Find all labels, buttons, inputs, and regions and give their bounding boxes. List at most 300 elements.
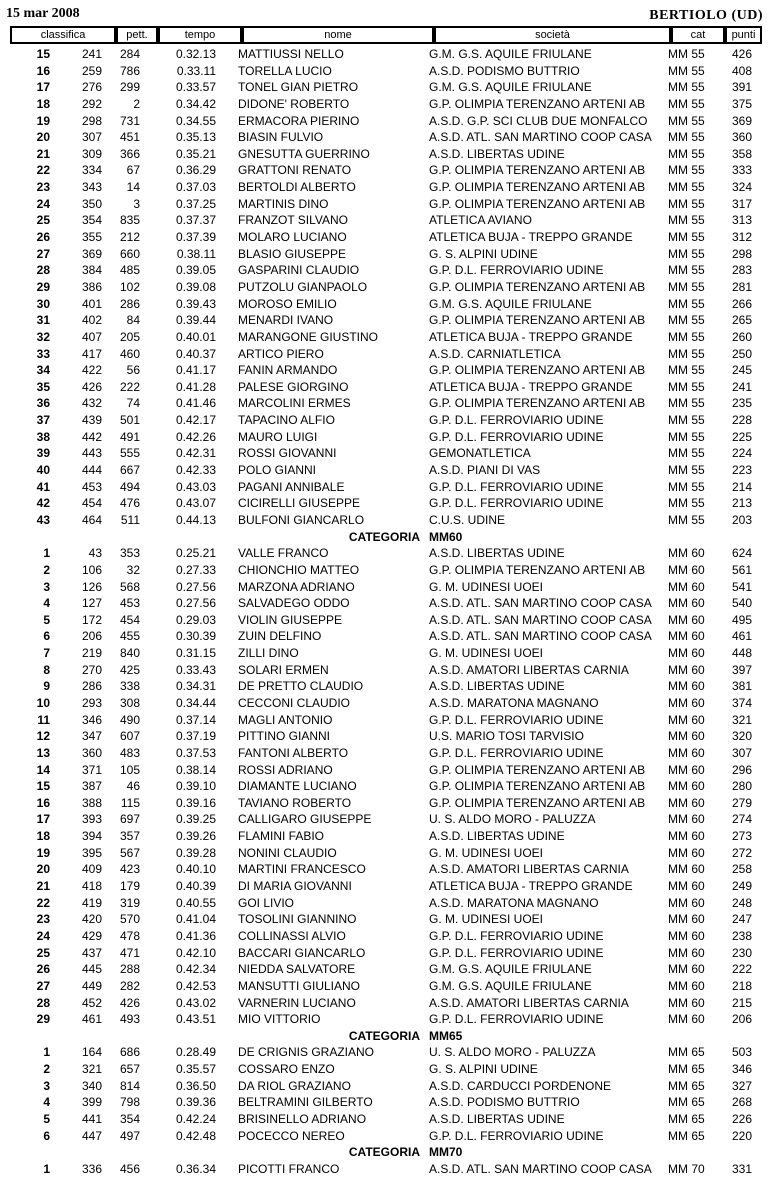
cell-name: DIDONE' ROBERTO [238,96,350,111]
cell-pos: 16 [36,63,50,78]
cell-ov: 241 [81,47,102,61]
cell-time: 0.35.57 [175,1062,216,1077]
cell-name: GNESUTTA GUERRINO [238,146,370,161]
cell-time: 0.35.13 [175,130,216,145]
cell-bib: 288 [119,962,140,977]
cell-pts: 273 [731,829,752,844]
cell-club: ATLETICA BUJA - TREPPO GRANDE [429,379,633,394]
cell-bib: 686 [119,1045,140,1060]
table-row [0,196,779,213]
cell-name: DE PRETTO CLAUDIO [238,679,364,694]
cell-pts: 320 [731,729,752,744]
cell-time: 0.37.37 [175,213,216,228]
cell-bib: 786 [119,63,140,78]
cell-time: 0.42.48 [175,1128,216,1143]
cell-bib: 426 [119,995,140,1010]
cell-club: G. S. ALPINI UDINE [429,1062,538,1077]
cell-pos: 23 [36,912,50,927]
cell-pts: 245 [731,363,752,378]
cell-ov: 126 [81,579,102,594]
cell-ov: 309 [81,146,102,161]
cell-name: BLASIO GIUSEPPE [238,246,347,261]
cell-pos: 22 [36,163,50,178]
cell-pos: 6 [43,629,50,644]
cell-ov: 417 [81,346,102,361]
cell-time: 0.34.44 [175,695,216,710]
cell-pos: 25 [36,945,50,960]
cell-pos: 38 [36,429,50,444]
cell-bib: 497 [119,1128,140,1143]
cell-time: 0.40.39 [175,879,216,894]
cell-cat: MM 55 [668,196,705,211]
cell-cat: MM 55 [668,130,705,145]
cell-pts: 426 [731,47,752,61]
cell-time: 0.43.07 [175,496,216,511]
cell-club: G.P. OLIMPIA TERENZANO ARTENI AB [429,313,646,328]
cell-pos: 26 [36,962,50,977]
cell-time: 0.41.04 [175,912,216,927]
cell-pos: 36 [36,396,50,411]
cell-ov: 409 [81,862,102,877]
table-row [0,945,779,962]
cell-time: 0.41.17 [175,363,216,378]
cell-name: BERTOLDI ALBERTO [238,180,356,195]
cell-pos: 24 [36,196,50,211]
cell-club: G.P. OLIMPIA TERENZANO ARTENI AB [429,779,646,794]
table-row [0,911,779,928]
cell-bib: 366 [119,146,140,161]
table-row [0,961,779,978]
cell-pos: 43 [36,512,50,527]
cell-club: G.P. OLIMPIA TERENZANO ARTENI AB [429,163,646,178]
table-row [0,545,779,562]
cell-time: 0.37.19 [175,729,216,744]
cell-ov: 286 [81,679,102,694]
category-label: CATEGORIA [348,529,420,544]
cell-ov: 420 [81,912,102,927]
cell-name: BULFONI GIANCARLO [238,512,365,527]
cell-bib: 105 [119,762,140,777]
cell-name: POCECCO NEREO [238,1128,345,1143]
cell-name: BACCARI GIANCARLO [238,945,366,960]
cell-ov: 418 [81,879,102,894]
cell-cat: MM 55 [668,163,705,178]
cell-cat: MM 60 [668,662,705,677]
cell-pts: 312 [731,230,752,245]
cell-pos: 41 [36,479,50,494]
cell-ov: 347 [81,729,102,744]
cell-club: G.P. OLIMPIA TERENZANO ARTENI AB [429,762,646,777]
cell-bib: 319 [119,895,140,910]
table-row [0,279,779,296]
header-nome: nome [244,28,432,42]
cell-cat: MM 60 [668,729,705,744]
cell-name: DE CRIGNIS GRAZIANO [238,1045,375,1060]
cell-pts: 268 [731,1095,752,1110]
table-row [0,995,779,1012]
table-row [0,745,779,762]
cell-time: 0.42.24 [175,1112,216,1126]
cell-name: MENARDI IVANO [238,313,334,328]
cell-pos: 1 [43,1161,50,1176]
cell-pts: 222 [731,962,752,977]
cell-ov: 219 [81,646,102,661]
cell-club: G. S. ALPINI UDINE [429,246,538,261]
cell-pts: 247 [731,912,752,927]
cell-bib: 222 [119,379,140,394]
cell-pts: 408 [731,63,752,78]
cell-cat: MM 60 [668,945,705,960]
cell-bib: 354 [119,1112,140,1126]
cell-name: MARTINI FRANCESCO [238,862,366,877]
cell-cat: MM 60 [668,978,705,993]
cell-pos: 8 [43,662,50,677]
cell-bib: 357 [119,829,140,844]
cell-pos: 31 [36,313,50,328]
cell-cat: MM 55 [668,413,705,428]
cell-time: 0.31.15 [175,646,216,661]
cell-ov: 443 [81,446,102,461]
cell-pos: 7 [43,646,50,661]
cell-pts: 215 [731,995,752,1010]
cell-cat: MM 65 [668,1045,705,1060]
cell-pos: 20 [36,862,50,877]
cell-pos: 27 [36,978,50,993]
cell-bib: 731 [119,113,140,128]
cell-name: MAURO LUIGI [238,429,318,444]
table-row [0,978,779,995]
cell-cat: MM 60 [668,596,705,611]
cell-club: G.P. D.L. FERROVIARIO UDINE [429,413,604,428]
cell-pos: 2 [43,562,50,577]
table-row [0,179,779,196]
cell-pts: 213 [731,496,752,511]
cell-pts: 223 [731,463,752,478]
cell-bib: 454 [119,612,140,627]
cell-name: ZUIN DELFINO [238,629,322,644]
table-row [0,212,779,229]
cell-name: MOLARO LUCIANO [238,230,347,245]
cell-ov: 343 [81,180,102,195]
cell-pos: 17 [36,812,50,827]
cell-pos: 10 [36,695,50,710]
cell-pos: 30 [36,296,50,311]
cell-pos: 42 [36,496,50,511]
cell-pos: 12 [36,729,50,744]
cell-ov: 293 [81,695,102,710]
cell-club: ATLETICA BUJA - TREPPO GRANDE [429,329,633,344]
cell-name: TAVIANO ROBERTO [238,795,352,810]
cell-pos: 4 [43,596,50,611]
cell-bib: 67 [126,163,140,178]
cell-cat: MM 60 [668,679,705,694]
table-row [0,1044,779,1061]
cell-time: 0.42.31 [175,446,216,461]
cell-ov: 439 [81,413,102,428]
cell-club: G.P. D.L. FERROVIARIO UDINE [429,479,604,494]
cell-pts: 272 [731,845,752,860]
cell-name: ROSSI ADRIANO [238,762,333,777]
table-row [0,811,779,828]
cell-pos: 18 [36,829,50,844]
header-classifica: classifica [12,28,114,42]
cell-bib: 456 [119,1161,140,1176]
cell-ov: 340 [81,1078,102,1093]
cell-cat: MM 55 [668,496,705,511]
cell-pos: 20 [36,130,50,145]
cell-pos: 1 [43,546,50,561]
cell-time: 0.36.29 [175,163,216,178]
table-row [0,762,779,779]
table-row [0,645,779,662]
cell-name: SOLARI ERMEN [238,662,329,677]
cell-pts: 333 [731,163,752,178]
cell-bib: 453 [119,596,140,611]
cell-pos: 13 [36,745,50,760]
cell-bib: 3 [133,196,140,211]
cell-cat: MM 55 [668,80,705,95]
cell-pts: 258 [731,862,752,877]
category-name: MM65 [429,1028,463,1043]
cell-pts: 321 [731,712,752,727]
cell-pts: 241 [731,379,752,394]
cell-cat: MM 55 [668,429,705,444]
table-row [0,63,779,80]
cell-bib: 485 [119,263,140,278]
cell-ov: 336 [81,1161,102,1176]
cell-bib: 338 [119,679,140,694]
cell-pts: 260 [731,329,752,344]
cell-cat: MM 55 [668,446,705,461]
table-row [0,1011,779,1028]
cell-club: A.S.D. ATL. SAN MARTINO COOP CASA [429,130,652,145]
table-row [0,895,779,912]
cell-name: DI MARIA GIOVANNI [238,879,352,894]
table-row [0,96,779,113]
cell-cat: MM 55 [668,96,705,111]
cell-pts: 298 [731,246,752,261]
table-row [0,262,779,279]
table-row [0,79,779,96]
table-row [0,695,779,712]
cell-bib: 511 [120,512,140,527]
cell-club: U. S. ALDO MORO - PALUZZA [429,1045,596,1060]
cell-cat: MM 55 [668,263,705,278]
cell-ov: 259 [81,63,102,78]
cell-cat: MM 60 [668,1012,705,1027]
cell-pos: 4 [43,1095,50,1110]
cell-club: G.P. D.L. FERROVIARIO UDINE [429,928,604,943]
cell-pts: 226 [731,1112,752,1126]
cell-pts: 250 [731,346,752,361]
cell-club: A.S.D. ATL. SAN MARTINO COOP CASA [429,1161,652,1176]
cell-club: G.M. G.S. AQUILE FRIULANE [429,47,592,61]
cell-name: TONEL GIAN PIETRO [238,80,359,95]
cell-cat: MM 60 [668,995,705,1010]
cell-bib: 455 [119,629,140,644]
cell-pts: 313 [731,213,752,228]
category-name: MM60 [429,529,463,544]
table-row [0,429,779,446]
table-row [0,828,779,845]
cell-time: 0.33.43 [175,662,216,677]
cell-cat: MM 65 [668,1112,705,1126]
cell-pts: 331 [731,1161,752,1176]
cell-pos: 34 [36,363,50,378]
cell-name: MIO VITTORIO [238,1012,321,1027]
table-row [0,512,779,529]
table-row [0,312,779,329]
table-row [0,628,779,645]
cell-cat: MM 60 [668,629,705,644]
cell-club: C.U.S. UDINE [429,512,506,527]
cell-cat: MM 55 [668,346,705,361]
cell-club: G.P. D.L. FERROVIARIO UDINE [429,496,604,511]
cell-bib: 490 [119,712,140,727]
table-row [0,795,779,812]
cell-time: 0.42.10 [175,945,216,960]
cell-time: 0.37.53 [175,745,216,760]
table-row [0,562,779,579]
cell-time: 0.40.55 [175,895,216,910]
cell-bib: 798 [119,1095,140,1110]
cell-pts: 358 [731,146,752,161]
table-row [0,712,779,729]
cell-ov: 334 [81,163,102,178]
cell-pos: 28 [36,263,50,278]
cell-club: A.S.D. ATL. SAN MARTINO COOP CASA [429,612,652,627]
cell-name: MAGLI ANTONIO [238,712,333,727]
cell-cat: MM 55 [668,329,705,344]
cell-time: 0.37.39 [175,230,216,245]
cell-club: A.S.D. LIBERTAS UDINE [429,146,565,161]
cell-pos: 17 [36,80,50,95]
cell-cat: MM 55 [668,479,705,494]
cell-pts: 381 [731,679,752,694]
cell-bib: 32 [126,562,140,577]
cell-cat: MM 60 [668,612,705,627]
cell-name: TAPACINO ALFIO [238,413,335,428]
cell-pts: 230 [731,945,752,960]
cell-pts: 283 [731,263,752,278]
cell-time: 0.33.57 [175,80,216,95]
cell-time: 0.38.11 [176,246,216,261]
cell-ov: 429 [81,928,102,943]
cell-pts: 461 [731,629,752,644]
cell-name: TOSOLINI GIANNINO [238,912,357,927]
cell-time: 0.29.03 [175,612,216,627]
cell-cat: MM 55 [668,47,705,61]
cell-time: 0.39.43 [175,296,216,311]
cell-pos: 6 [43,1128,50,1143]
cell-club: U. S. ALDO MORO - PALUZZA [429,812,596,827]
cell-club: ATLETICA BUJA - TREPPO GRANDE [429,230,633,245]
cell-time: 0.41.36 [175,928,216,943]
cell-cat: MM 60 [668,895,705,910]
cell-club: A.S.D. LIBERTAS UDINE [429,1112,565,1126]
cell-ov: 276 [81,80,102,95]
cell-pts: 220 [731,1128,752,1143]
cell-time: 0.39.36 [175,1095,216,1110]
cell-time: 0.41.28 [175,379,216,394]
cell-bib: 115 [120,795,140,810]
cell-name: MANSUTTI GIULIANO [238,978,361,993]
cell-bib: 555 [119,446,140,461]
header-tempo: tempo [160,28,240,42]
cell-pos: 35 [36,379,50,394]
cell-time: 0.27.56 [175,579,216,594]
cell-pos: 27 [36,246,50,261]
table-row [0,1128,779,1145]
cell-name: MARZONA ADRIANO [238,579,355,594]
table-row [0,146,779,163]
cell-pts: 540 [731,596,752,611]
cell-bib: 660 [119,246,140,261]
cell-ov: 402 [81,313,102,328]
cell-pts: 249 [731,879,752,894]
cell-time: 0.40.01 [175,329,216,344]
cell-club: G.P. D.L. FERROVIARIO UDINE [429,1012,604,1027]
cell-pts: 248 [731,895,752,910]
cell-club: G.P. OLIMPIA TERENZANO ARTENI AB [429,795,646,810]
cell-name: VARNERIN LUCIANO [238,995,356,1010]
cell-pos: 15 [36,47,50,61]
cell-pts: 218 [731,978,752,993]
cell-club: G.P. D.L. FERROVIARIO UDINE [429,429,604,444]
cell-pos: 11 [37,712,50,727]
cell-time: 0.28.49 [175,1045,216,1060]
cell-name: FANTONI ALBERTO [238,745,349,760]
cell-ov: 388 [81,795,102,810]
cell-pts: 274 [731,812,752,827]
cell-time: 0.43.02 [175,995,216,1010]
cell-pts: 317 [731,196,752,211]
cell-club: G.P. D.L. FERROVIARIO UDINE [429,945,604,960]
cell-bib: 2 [133,96,140,111]
table-row [0,246,779,263]
table-row [0,878,779,895]
cell-time: 0.25.21 [175,546,216,561]
cell-time: 0.42.34 [175,962,216,977]
cell-club: G.M. G.S. AQUILE FRIULANE [429,978,592,993]
column-header-bar [10,26,762,44]
cell-cat: MM 60 [668,795,705,810]
cell-ov: 355 [81,230,102,245]
cell-ov: 453 [81,479,102,494]
cell-ov: 437 [81,945,102,960]
table-row [0,229,779,246]
cell-ov: 399 [81,1095,102,1110]
cell-bib: 667 [119,463,140,478]
cell-time: 0.32.13 [175,47,216,61]
cell-club: A.S.D. PODISMO BUTTRIO [429,63,580,78]
table-row [0,1161,779,1178]
table-row [0,412,779,429]
cell-pts: 360 [731,130,752,145]
cell-club: G. M. UDINESI UOEI [429,912,544,927]
table-row [0,579,779,596]
cell-pts: 279 [731,795,752,810]
cell-club: GEMONATLETICA [429,446,531,461]
cell-cat: MM 60 [668,829,705,844]
cell-club: A.S.D. ATL. SAN MARTINO COOP CASA [429,596,652,611]
cell-pts: 346 [731,1062,752,1077]
cell-time: 0.39.26 [175,829,216,844]
cell-name: TORELLA LUCIO [238,63,332,78]
cell-cat: MM 60 [668,845,705,860]
cell-bib: 84 [126,313,140,328]
cell-name: DA RIOL GRAZIANO [238,1078,351,1093]
